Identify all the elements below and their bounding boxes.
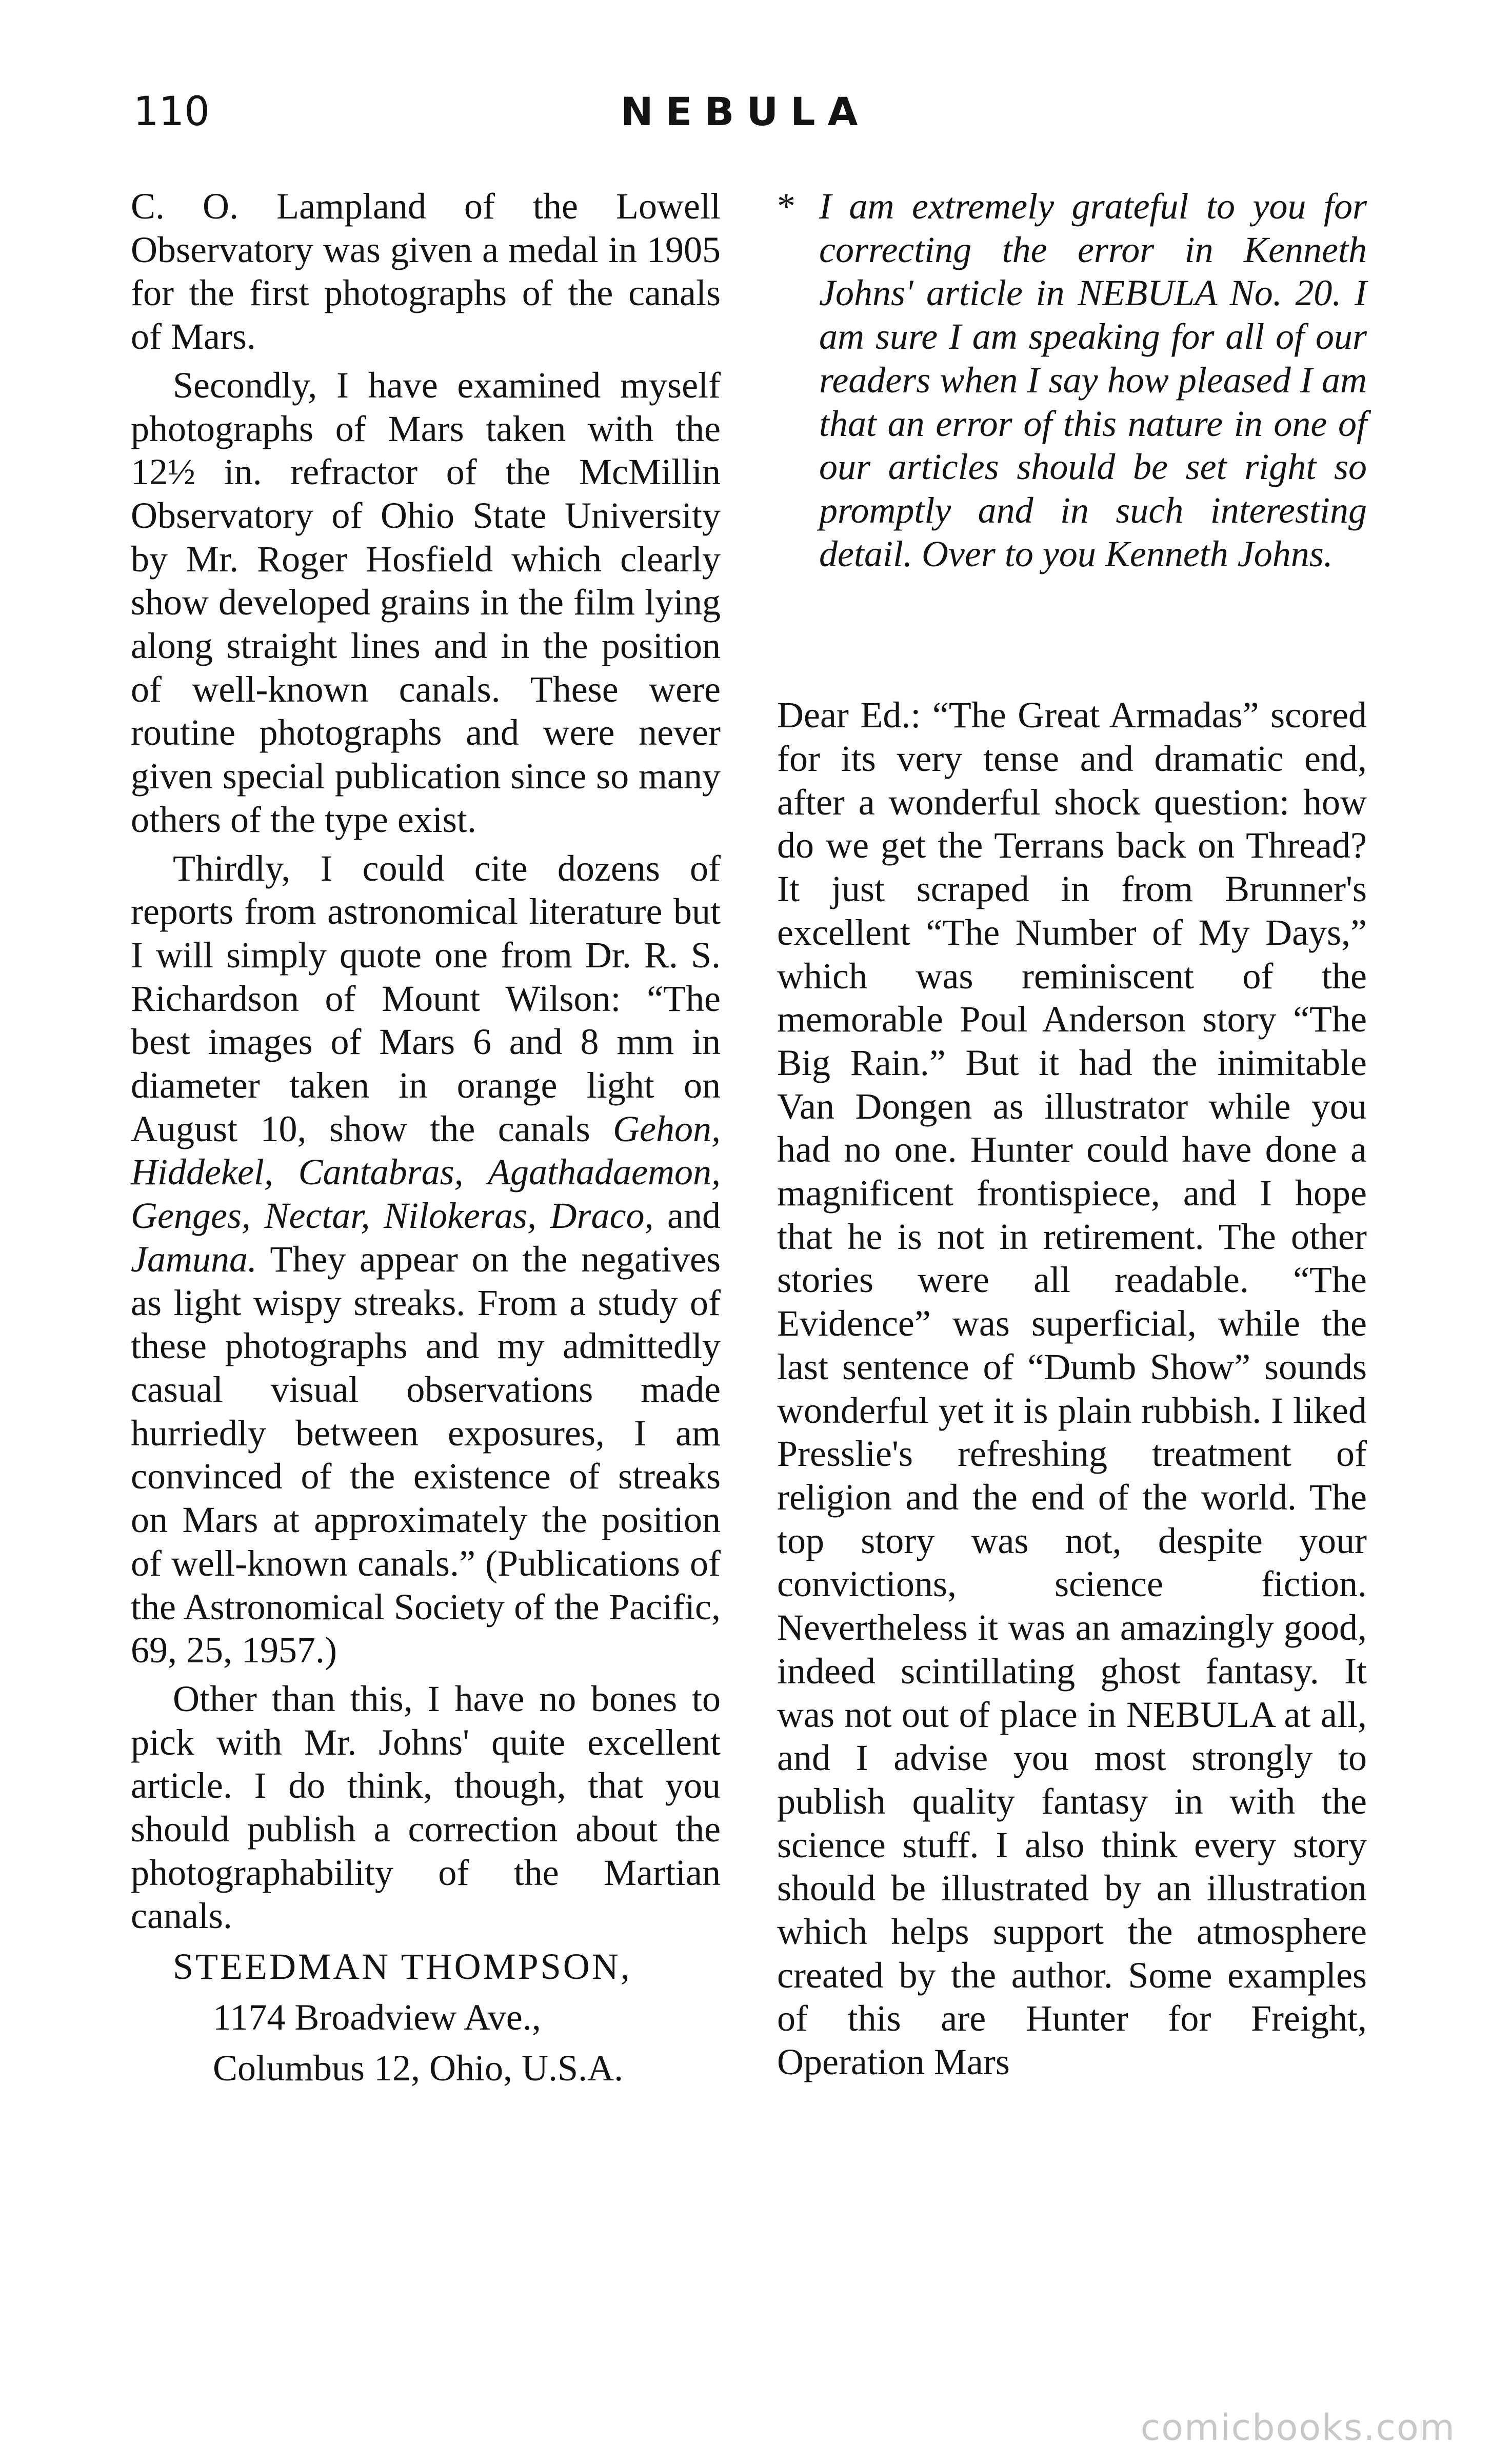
canal-jamuna: Jamuna. bbox=[131, 1238, 257, 1280]
paragraph-lampland: C. O. Lampland of the Lowell Observatory was given a medal in 1905 for the first photographs of the canals of Mars. bbox=[131, 186, 721, 357]
left-column bbox=[131, 185, 721, 2090]
thirdly-text-end: They appear on the negatives as light wispy streaks. From a study of these photographs and my admittedly casual visual observations made hurriedly between exposures, I am convinced of the existence of streaks on Mars at approximately the position of well-known canals.” (Publications of the Astronomical Society of the Pacific, 69, 25, 1957.) bbox=[131, 1238, 721, 1671]
letter-signature: STEEDMAN THOMPSON, bbox=[173, 1946, 632, 1988]
canal-names: Gehon, Hiddekel, Cantabras, Agathadaemon, Genges, Nectar, Nilokeras, Draco, bbox=[131, 1108, 721, 1237]
editor-note-text: I am extremely grateful to you for correcting the error in Kenneth Johns' article in NEBULA No. 20. I am sure I am speaking for all of our readers when I say how pleased I am that an error of this nature in one of our articles should be set right so promptly and in such interesting detail. Over to you Kenneth Johns. bbox=[819, 186, 1367, 574]
thirdly-and: and bbox=[653, 1195, 721, 1237]
page-header bbox=[97, 86, 1390, 137]
right-column bbox=[777, 185, 1367, 2084]
paragraph-secondly: Secondly, I have examined myself photographs of Mars taken with the 12½ in. refractor of the McMillin Observatory of Ohio State University by Mr. Roger Hosfield which clearly show developed grains in the film lying along straight lines and in the position of well-known canals. These were routine photographs and were never given special publication since so many others of the type exist. bbox=[131, 364, 721, 840]
page-number: 110 bbox=[133, 89, 210, 135]
editor-note bbox=[777, 185, 1367, 575]
paragraph-thirdly bbox=[131, 847, 721, 1672]
thirdly-text-start: Thirdly, I could cite dozens of reports from astronomical literature but I will simply quote one from Dr. R. S. Richardson of Mount Wilson: “The best images of Mars 6 and 8 mm in diameter taken in orange light on August 10, show the canals bbox=[131, 847, 721, 1149]
address-line-2: Columbus 12, Ohio, U.S.A. bbox=[213, 2047, 624, 2089]
running-title: NEBULA bbox=[621, 89, 870, 134]
editor-asterisk: * bbox=[777, 186, 795, 227]
paragraph-other-than: Other than this, I have no bones to pick with Mr. Johns' quite excellent article. I do think, though, that you should publish a correction about the photographability of the Martian canals. bbox=[131, 1678, 721, 1937]
watermark: comicbooks.com bbox=[1140, 2407, 1456, 2449]
reader-letter: Dear Ed.: “The Great Armadas” scored for its very tense and dramatic end, after a wonderful shock question: how do we get the Terrans back on Thread? It just scraped in from Brunner's excellent “The Number of My Days,” which was reminiscent of the memorable Poul Anderson story “The Big Rain.” But it had the inimitable Van Dongen as illustrator while you had no one. Hunter could have done a magnificent frontispiece, and I hope that he is not in retirement. The other stories were all readable. “The Evidence” was superficial, while the last sentence of “Dumb Show” sounds wonderful yet it is plain rubbish. I liked Presslie's refreshing treatment of religion and the end of the world. The top story was not, despite your convictions, science fiction. Nevertheless it was an amazingly good, indeed scintillating ghost fantasy. It was not out of place in NEBULA at all, and I advise you most strongly to publish quality fantasy in with the science stuff. I also think every story should be illustrated by an illustration which helps support the atmosphere created by the author. Some examples of this are Hunter for Freight, Operation Mars bbox=[777, 694, 1367, 2083]
address-line-1: 1174 Broadview Ave., bbox=[213, 1996, 541, 2038]
